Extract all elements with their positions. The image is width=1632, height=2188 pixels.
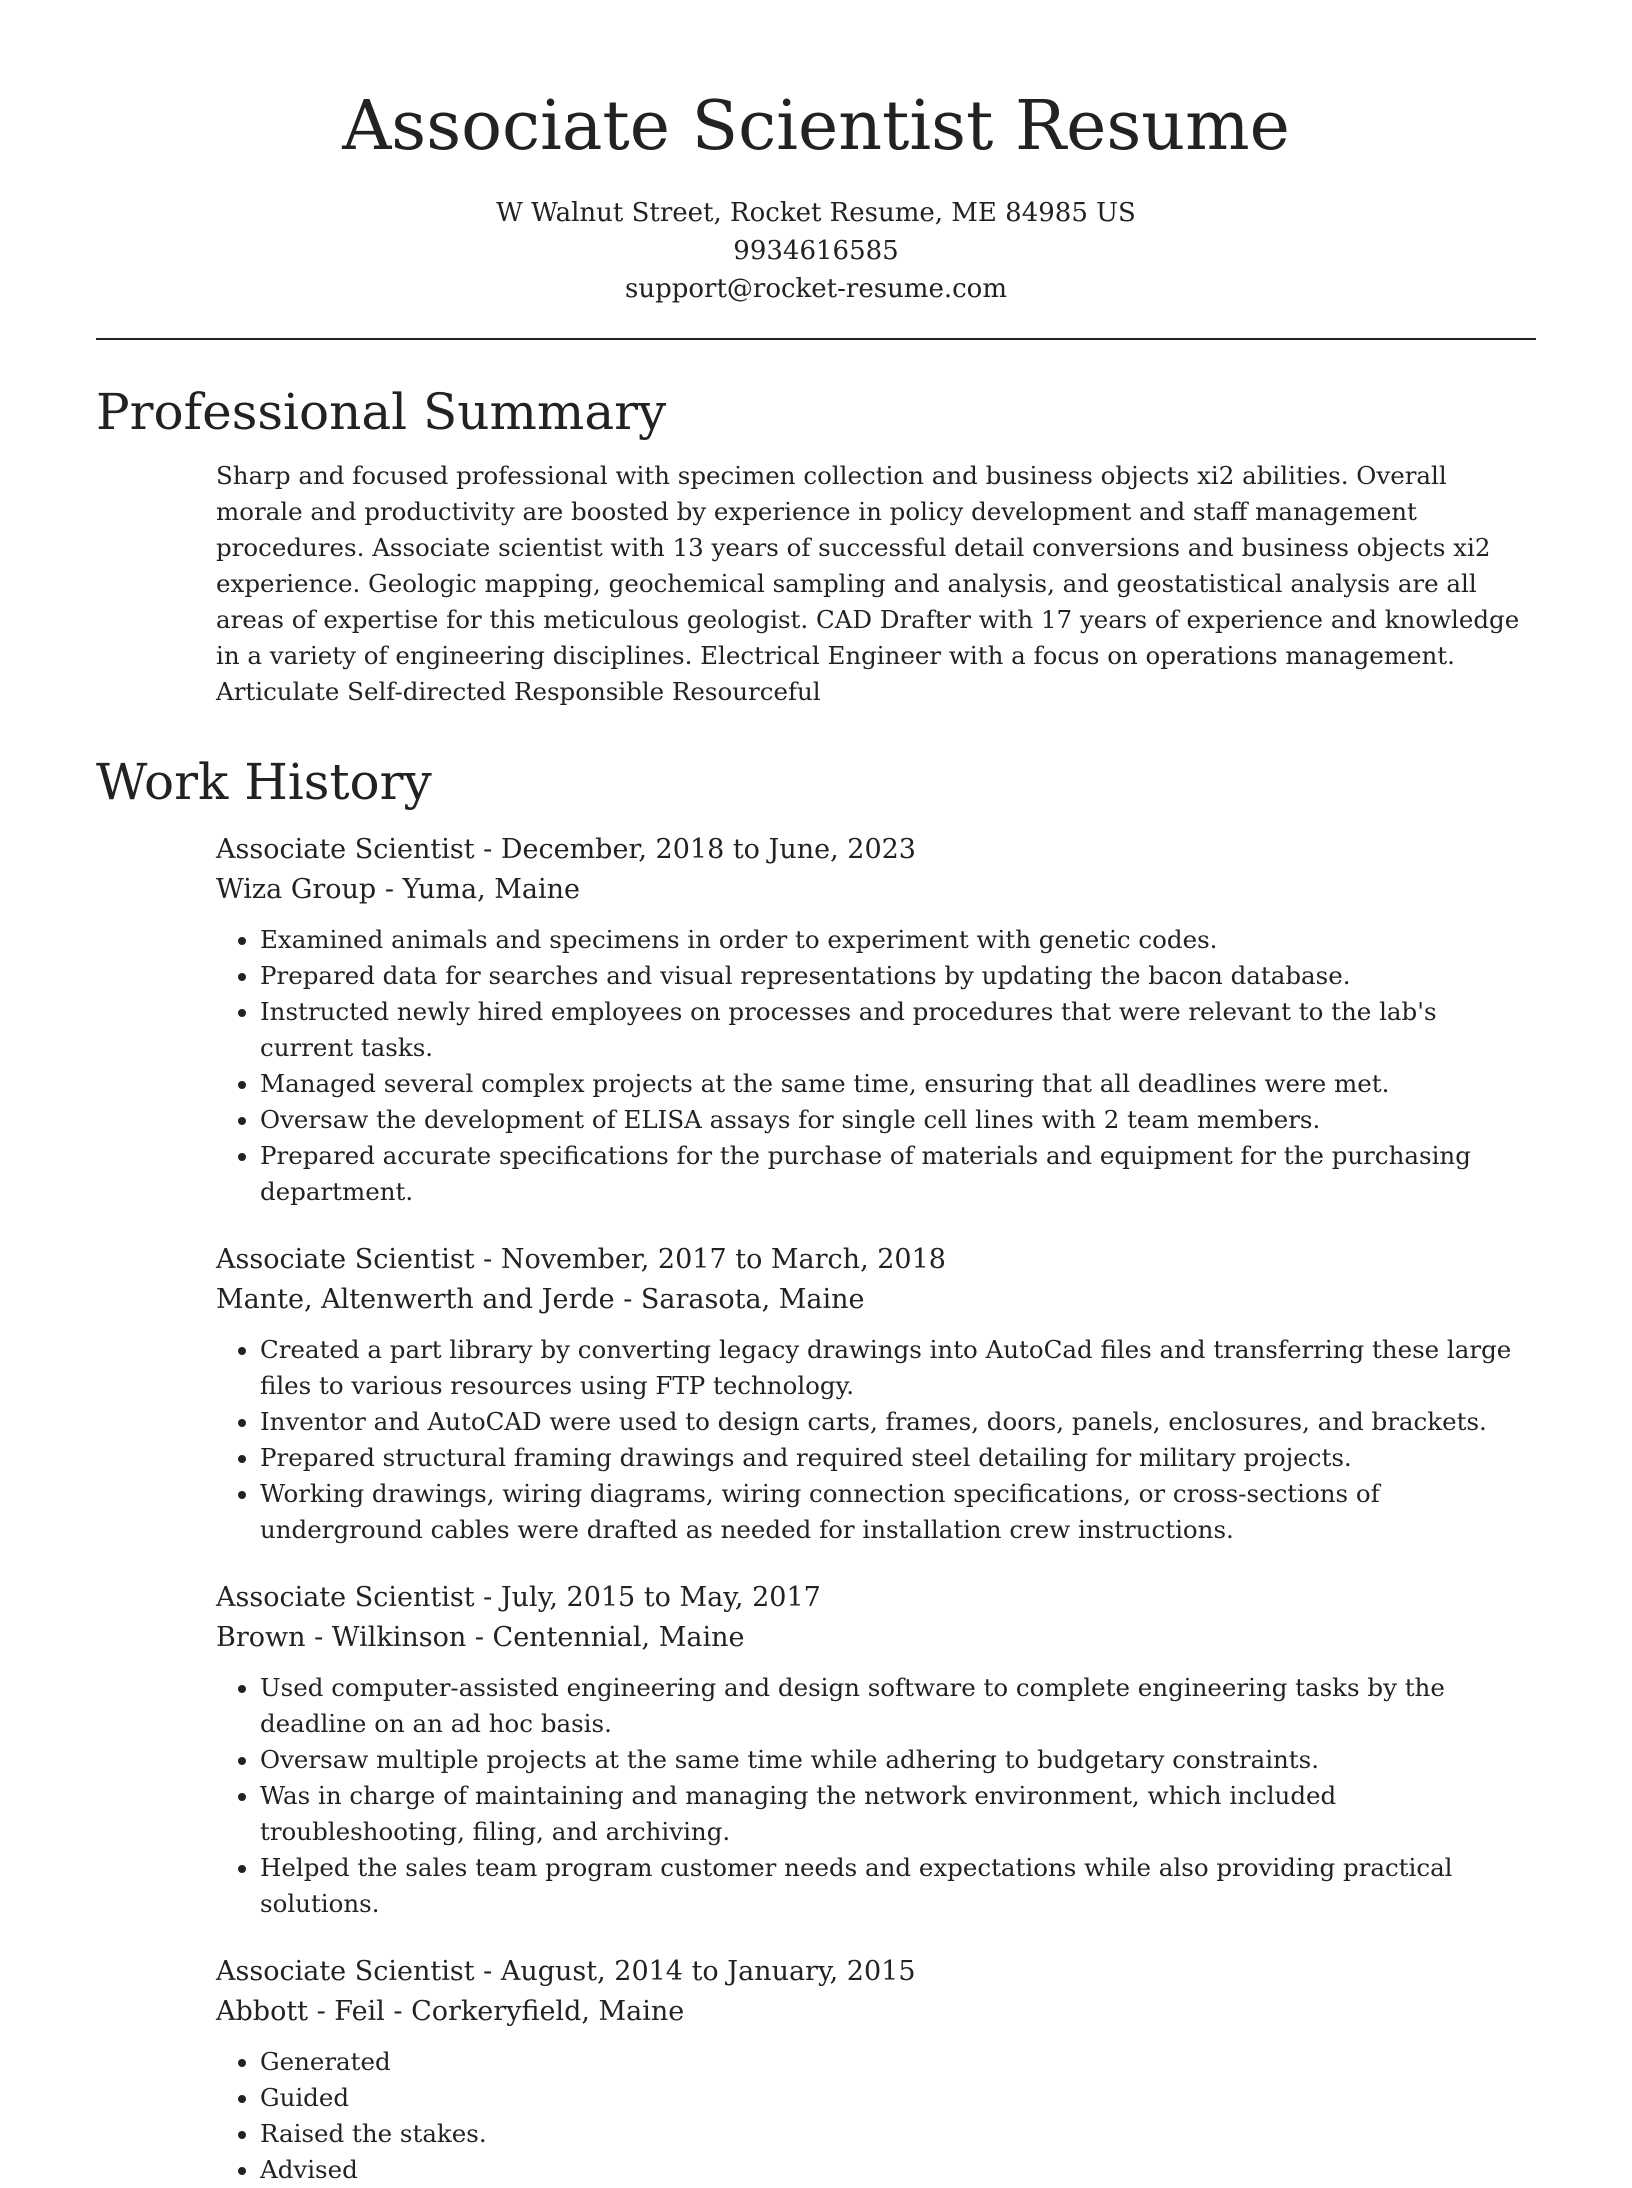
job-bullets	[216, 1670, 1536, 1922]
job-title-line: Associate Scientist - August, 2014 to January, 2015	[216, 1956, 916, 1987]
list-item: • Prepared data for searches and visual representations by updating the bacon database.	[260, 958, 1536, 994]
job-bullets	[216, 922, 1536, 1210]
page-title: Associate Scientist Resume	[342, 87, 1290, 166]
job-location: Corkeryfield, Maine	[411, 1996, 685, 2027]
list-item: • Helped the sales team program customer needs and expectations while also providing practical solutions.	[260, 1850, 1536, 1922]
job-bullets	[216, 1332, 1536, 1548]
job-location: Centennial, Maine	[492, 1622, 745, 1653]
summary-text: Sharp and focused professional with specimen collection and business objects xi2 abilities. Overall morale and productivity are boosted by experience in policy development and staff management procedures. Associate scientist with 13 years of successful detail conversions and business objects xi2 experience. Geologic mapping, geochemical sampling and analysis, and geostatistical analysis are all areas of expertise for this meticulous geologist. CAD Drafter with 17 years of experience and knowledge in a variety of engineering disciplines. Electrical Engineer with a focus on operations management. Articulate Self-directed Responsible Resourceful	[216, 461, 1520, 706]
list-item: • Inventor and AutoCAD were used to design carts, frames, doors, panels, enclosures, and brackets.	[260, 1404, 1536, 1440]
work-history-heading: Work History	[96, 753, 432, 811]
list-item: • Was in charge of maintaining and managing the network environment, which included troubleshooting, filing, and archiving.	[260, 1778, 1536, 1850]
list-item: • Created a part library by converting legacy drawings into AutoCad files and transferring these large files to various resources using FTP technology.	[260, 1332, 1536, 1404]
list-item: • Managed several complex projects at the same time, ensuring that all deadlines were met.	[260, 1066, 1536, 1102]
job-dates: July, 2015 to May, 2017	[500, 1582, 821, 1613]
resume-header	[96, 0, 1536, 308]
contact-phone: 9934616585	[733, 236, 899, 266]
job-entry	[216, 1952, 1536, 2188]
list-item: • Used computer-assisted engineering and design software to complete engineering tasks by the deadline on an ad hoc basis.	[260, 1670, 1536, 1742]
job-company-line: Wiza Group - Yuma, Maine	[216, 874, 581, 905]
list-item: • Advised	[260, 2152, 1536, 2188]
job-company: Abbott - Feil	[216, 1996, 385, 2027]
job-bullets	[216, 2044, 1536, 2188]
contact-email: support@rocket-resume.com	[624, 274, 1007, 304]
job-company: Wiza Group	[216, 874, 377, 905]
header-divider	[96, 338, 1536, 340]
job-location: Sarasota, Maine	[640, 1284, 865, 1315]
job-location: Yuma, Maine	[402, 874, 581, 905]
list-item: • Prepared accurate specifications for the purchase of materials and equipment for the purchasing department.	[260, 1138, 1536, 1210]
contact-block	[96, 194, 1536, 308]
job-company: Brown - Wilkinson	[216, 1622, 467, 1653]
job-entry	[216, 1240, 1536, 1548]
list-item: • Generated	[260, 2044, 1536, 2080]
list-item: • Instructed newly hired employees on processes and procedures that were relevant to the lab's current tasks.	[260, 994, 1536, 1066]
list-item: • Guided	[260, 2080, 1536, 2116]
job-entry	[216, 1578, 1536, 1922]
job-title-line: Associate Scientist - December, 2018 to June, 2023	[216, 834, 916, 865]
job-title-line: Associate Scientist - July, 2015 to May, 2017	[216, 1582, 821, 1613]
job-company-line: Mante, Altenwerth and Jerde - Sarasota, Maine	[216, 1284, 865, 1315]
job-dates: August, 2014 to January, 2015	[500, 1956, 916, 1987]
contact-address: W Walnut Street, Rocket Resume, ME 84985 US	[496, 198, 1136, 228]
summary-heading: Professional Summary	[96, 383, 667, 441]
job-title-line: Associate Scientist - November, 2017 to March, 2018	[216, 1244, 946, 1275]
list-item: • Prepared structural framing drawings and required steel detailing for military projects.	[260, 1440, 1536, 1476]
list-item: • Examined animals and specimens in order to experiment with genetic codes.	[260, 922, 1536, 958]
job-company-line: Brown - Wilkinson - Centennial, Maine	[216, 1622, 745, 1653]
job-dates: November, 2017 to March, 2018	[500, 1244, 946, 1275]
job-title: Associate Scientist	[216, 1956, 475, 1987]
list-item: • Oversaw the development of ELISA assays for single cell lines with 2 team members.	[260, 1102, 1536, 1138]
job-title: Associate Scientist	[216, 834, 475, 865]
job-dates: December, 2018 to June, 2023	[500, 834, 916, 865]
job-title: Associate Scientist	[216, 1244, 475, 1275]
list-item: • Oversaw multiple projects at the same time while adhering to budgetary constraints.	[260, 1742, 1536, 1778]
job-company-line: Abbott - Feil - Corkeryfield, Maine	[216, 1996, 685, 2027]
list-item: • Working drawings, wiring diagrams, wiring connection specifications, or cross-sections of underground cables were drafted as needed for installation crew instructions.	[260, 1476, 1536, 1548]
job-entry	[216, 830, 1536, 1210]
list-item: • Raised the stakes.	[260, 2116, 1536, 2152]
job-company: Mante, Altenwerth and Jerde	[216, 1284, 615, 1315]
job-title: Associate Scientist	[216, 1582, 475, 1613]
